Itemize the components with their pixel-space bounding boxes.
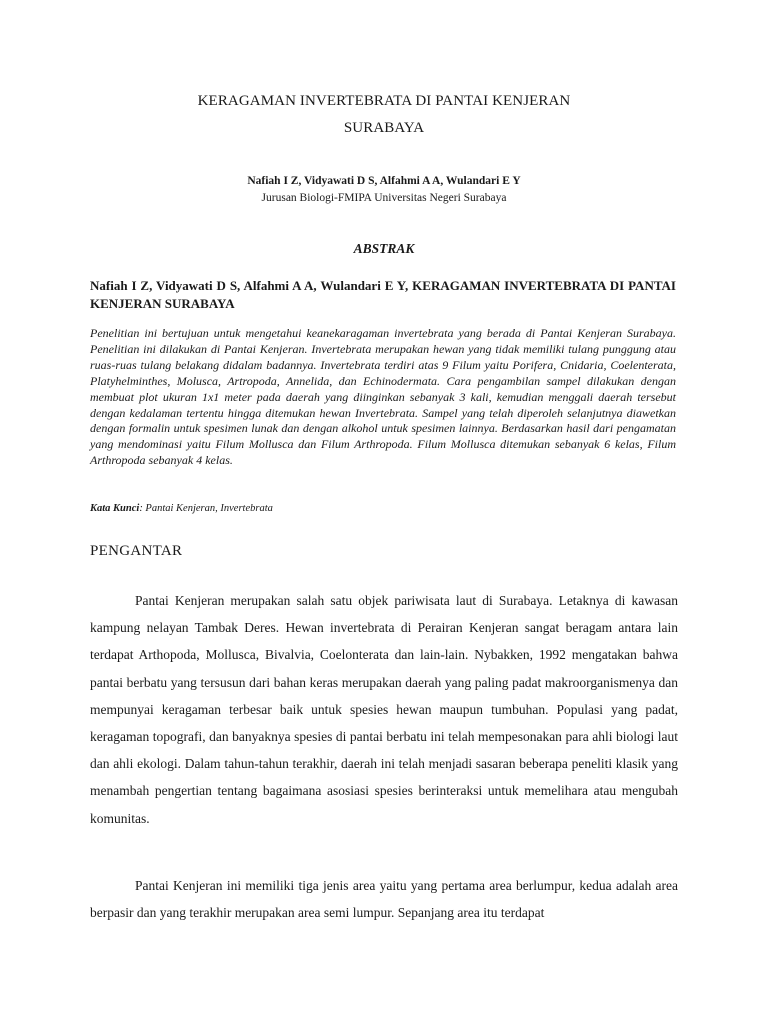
keywords-value: : Pantai Kenjeran, Invertebrata (139, 503, 273, 514)
section-heading: PENGANTAR (90, 543, 183, 559)
body-paragraph-1: Pantai Kenjeran merupakan salah satu objek pariwisata laut di Surabaya. Letaknya di kawasan kampung nelayan Tambak Deres. Hewan invertebrata di Perairan Kenjeran sangat beragam antara lain terdapat Arthopoda, Mollusca, Bivalvia, Coelonterata dan lain-lain. Nybakken, 1992 mengatakan bahwa pantai berbatu yang tersusun dari bahan keras merupakan daerah yang paling padat makroorganismenya dan mempunyai keragaman terbesar baik untuk spesies hewan maupun tumbuhan. Populasi yang padat, keragaman topografi, dan banyaknya spesies di pantai berbatu ini telah mempesonakan para ahli biologi laut dan ahli ekologi. Dalam tahun-tahun terakhir, daerah ini telah menjadi sasaran beberapa peneliti klasik yang menambah pengertian tentang bagaimana asosiasi spesies berinteraksi untuk memelihara atau mengubah komunitas. (90, 593, 678, 826)
citation: Nafiah I Z, Vidyawati D S, Alfahmi A A, Wulandari E Y, KERAGAMAN INVERTEBRATA DI PANTAI KENJERAN SURABAYA (90, 278, 676, 311)
paper-title-line-2: SURABAYA (343, 120, 425, 136)
abstract-text: Penelitian ini bertujuan untuk mengetahui keanekaragaman invertebrata yang berada di Pantai Kenjeran Surabaya. Penelitian ini dilakukan di Pantai Kenjeran. Invertebrata merupakan hewan yang tidak memiliki tulang punggung atau ruas-ruas tulang belakang didalam badannya. Invertebrata terdiri atas 9 Filum yaitu Porifera, Cnidaria, Coelenterata, Platyhelminthes, Molusca, Artropoda, Annelida, dan Echinodermata. Cara pengambilan sampel dilakukan dengan membuat plot ukuran 1x1 meter pada daerah yang diinginkan sebanyak 3 kali, kemudian menggali daerah tersebut dengan kedalaman tertentu hingga ditemukan hewan Invertebrata. Sampel yang telah diperoleh selanjutnya diawetkan dengan formalin untuk spesimen lunak dan dengan alkohol untuk spesimen lainnya. Berdasarkan hasil dari pengamatan yang mendominasi yaitu Filum Mollusca dan Filum Arthropoda. Filum Mollusca ditemukan sebanyak 6 kelas, Filum Arthropoda sebanyak 4 kelas. (90, 326, 676, 468)
affiliation: Jurusan Biologi-FMIPA Universitas Negeri Surabaya (261, 192, 507, 204)
keywords-label: Kata Kunci (90, 503, 140, 514)
author-list: Nafiah I Z, Vidyawati D S, Alfahmi A A, Wulandari E Y (247, 175, 521, 187)
body-paragraph-2: Pantai Kenjeran ini memiliki tiga jenis area yaitu yang pertama area berlumpur, kedua adalah area berpasir dan yang terakhir merupakan area semi lumpur. Sepanjang area itu terdapat (90, 878, 678, 921)
paper-title-line-1: KERAGAMAN INVERTEBRATA DI PANTAI KENJERAN (197, 93, 571, 109)
keywords (90, 503, 676, 514)
abstract-heading: ABSTRAK (353, 241, 415, 256)
